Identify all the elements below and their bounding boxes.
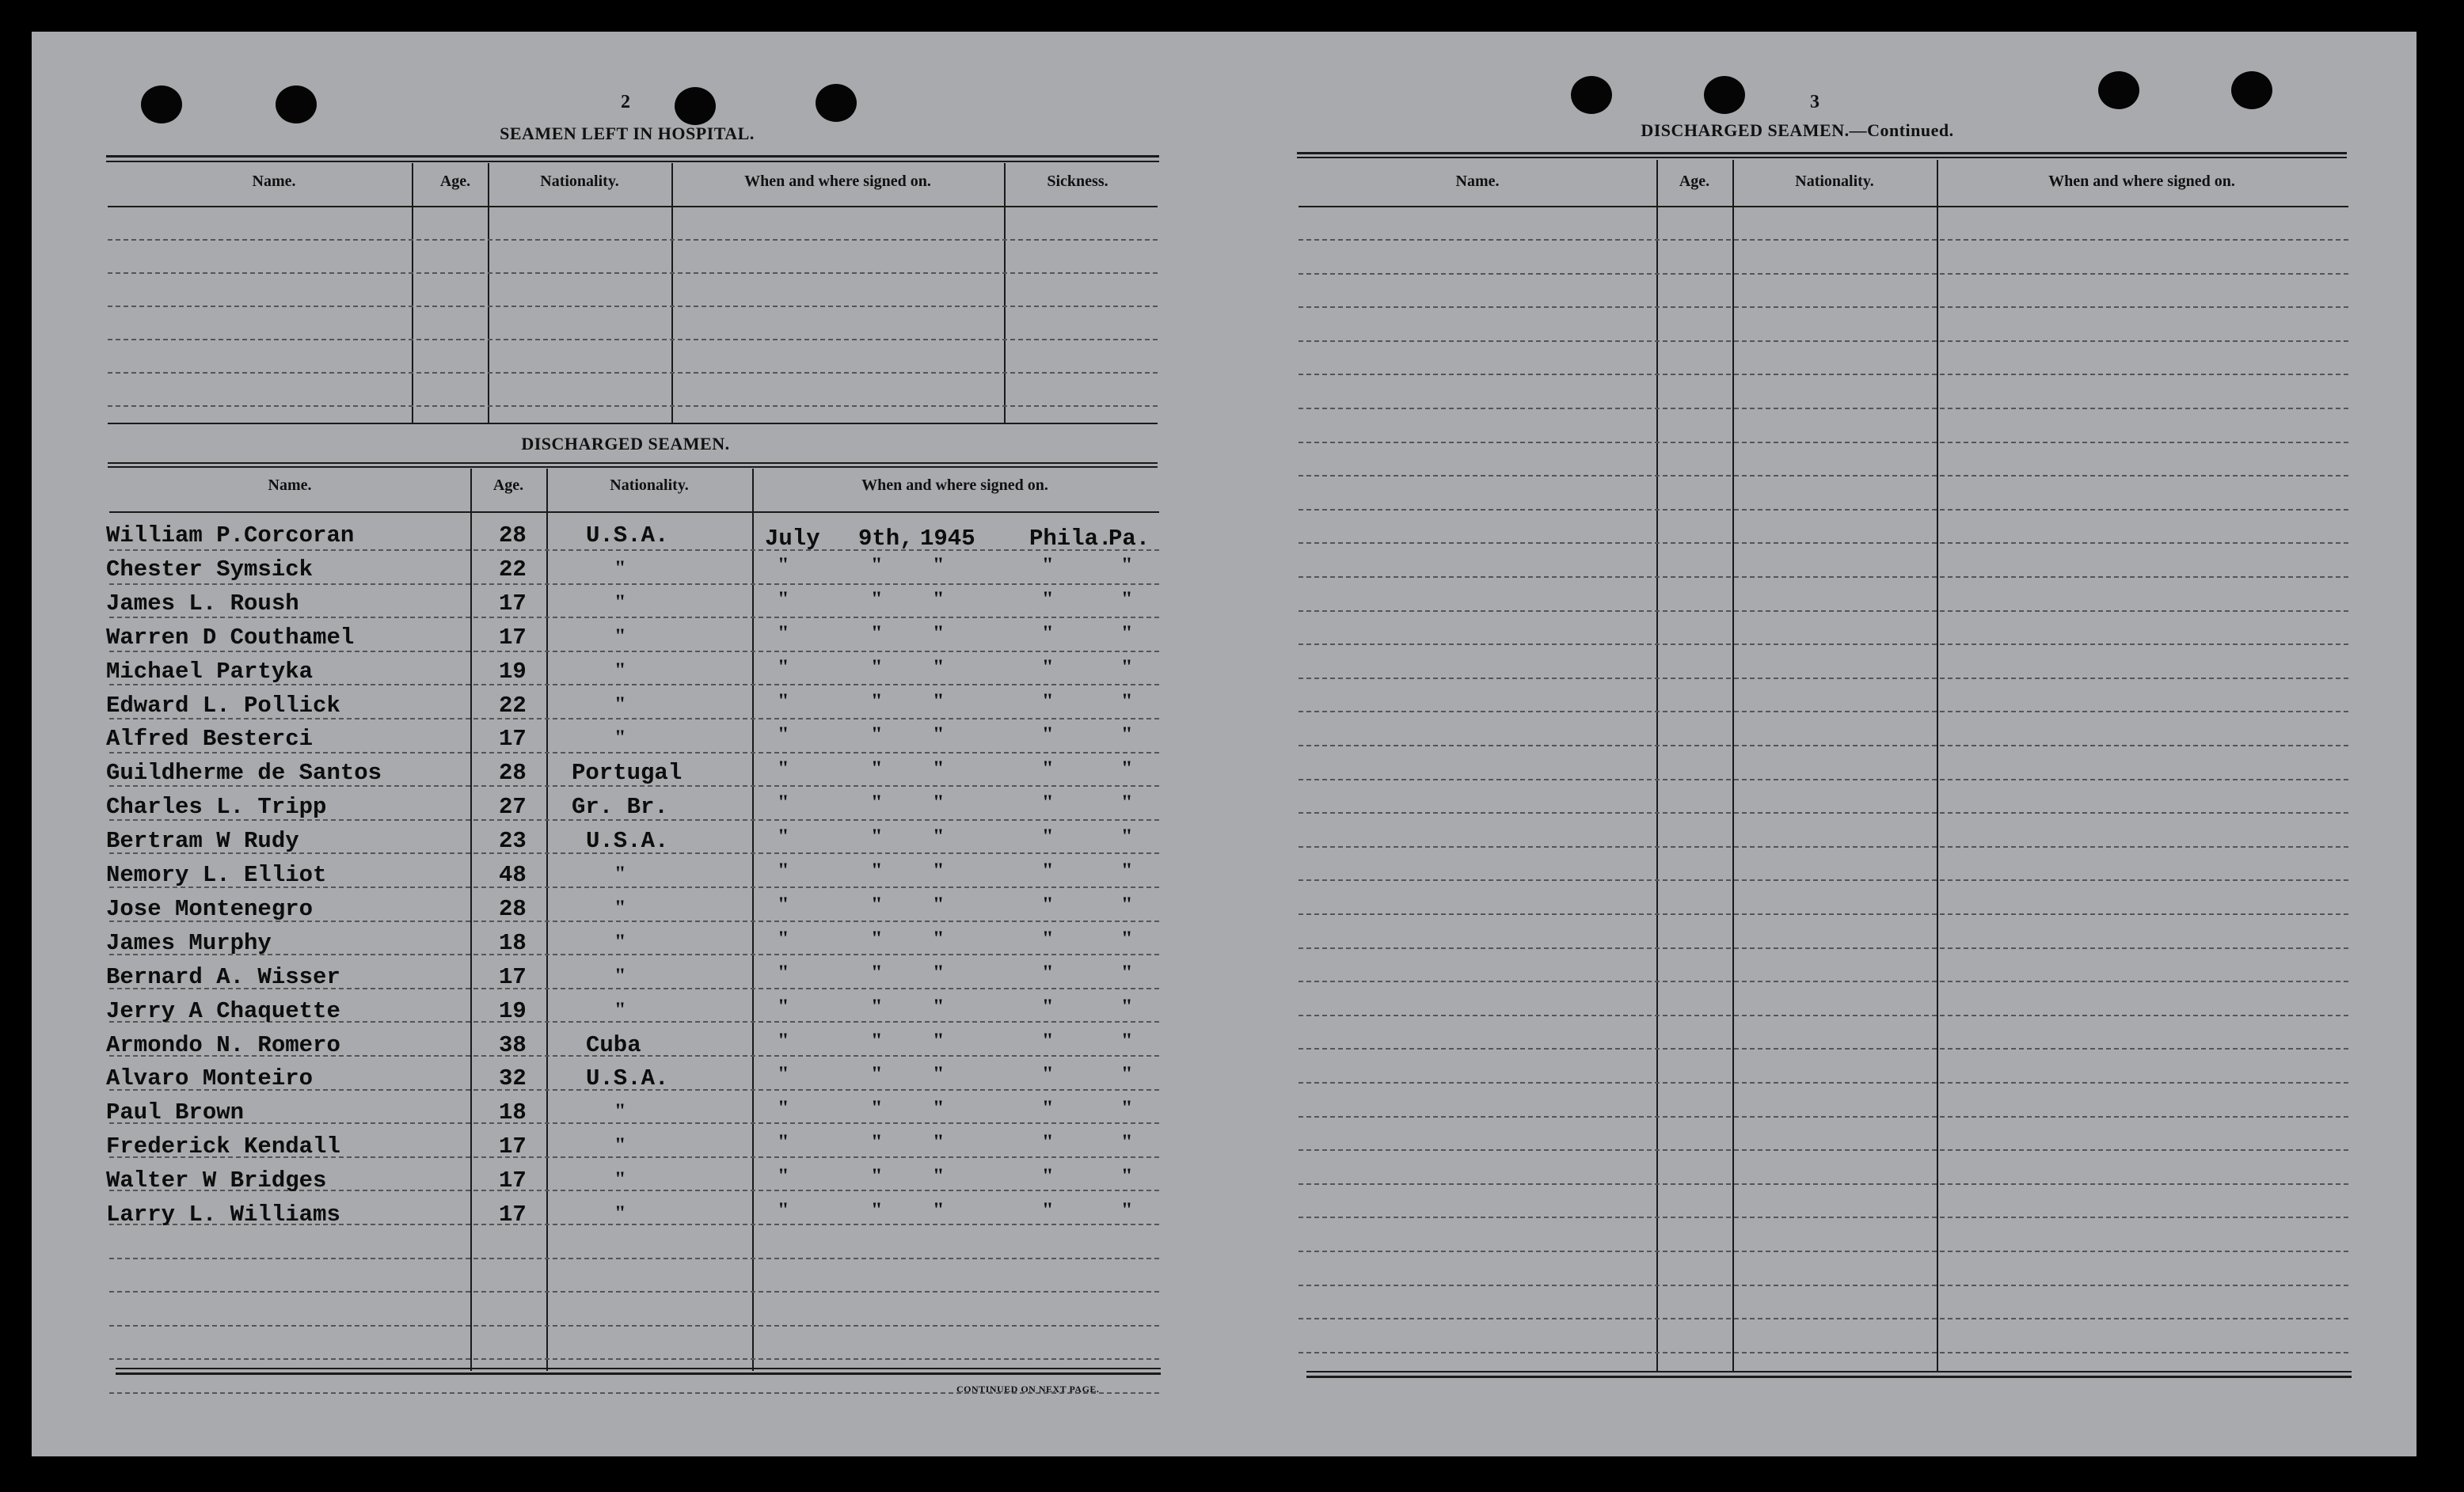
seaman-age: 28 <box>499 522 527 549</box>
signed-on-ditto: " <box>871 723 883 746</box>
signed-on-ditto: " <box>933 791 945 814</box>
signed-on-ditto: " <box>1121 655 1133 678</box>
seaman-name: James Murphy <box>106 929 272 956</box>
seaman-name: James L. Roush <box>106 590 299 617</box>
hospital-header-nationality: Nationality. <box>540 173 619 190</box>
signed-on-ditto: " <box>778 1062 789 1086</box>
signed-on-ditto: " <box>778 960 789 984</box>
seaman-nationality: " <box>614 997 626 1021</box>
signed-on-ditto: " <box>1042 1130 1054 1154</box>
ruled-row-line <box>1299 1015 2348 1016</box>
seaman-nationality: Portugal <box>572 760 683 787</box>
signed-on-ditto: " <box>1121 723 1133 746</box>
discharged-header-name: Name. <box>268 476 312 494</box>
signed-on-ditto: " <box>871 960 883 984</box>
ruled-row-line <box>109 1325 1159 1327</box>
signed-on-ditto: " <box>933 892 945 916</box>
seaman-age: 17 <box>499 1133 527 1160</box>
seaman-age: 32 <box>499 1065 527 1092</box>
signed-on-ditto: " <box>871 1130 883 1154</box>
signed-on-ditto: " <box>1042 859 1054 882</box>
ruled-row-line <box>108 339 1158 340</box>
ruled-row-line <box>1299 913 2348 915</box>
punch-hole <box>816 84 857 122</box>
seaman-name: Jose Montenegro <box>106 895 314 922</box>
signed-on-ditto: " <box>1121 994 1133 1018</box>
ruled-row-line <box>1299 947 2348 949</box>
discharged-section-title: DISCHARGED SEAMEN. <box>521 434 730 454</box>
seaman-age: 17 <box>499 624 527 651</box>
ruled-row-line <box>1299 610 2348 612</box>
seaman-age: 17 <box>499 1167 527 1194</box>
column-divider <box>488 163 489 423</box>
signed-on-ditto: " <box>871 926 883 950</box>
ruled-row-line <box>1299 509 2348 511</box>
signed-on-value: 9th, <box>858 526 914 552</box>
seaman-name: Jerry A Chaquette <box>106 997 340 1024</box>
signed-on-ditto: " <box>933 1130 945 1154</box>
signed-on-ditto: " <box>1042 1164 1054 1188</box>
signed-on-ditto: " <box>778 723 789 746</box>
signed-on-ditto: " <box>778 621 789 644</box>
seaman-age: 22 <box>499 692 527 719</box>
ruled-row-line <box>1299 273 2348 275</box>
signed-on-ditto: " <box>1042 552 1054 576</box>
punch-hole <box>1704 76 1745 114</box>
punch-hole <box>2231 71 2272 109</box>
ruled-row-line <box>1299 1183 2348 1185</box>
seaman-name: Guildherme de Santos <box>106 760 382 787</box>
signed-on-ditto: " <box>1121 552 1133 576</box>
seaman-name: Walter W Bridges <box>106 1167 327 1194</box>
signed-on-ditto: " <box>933 1062 945 1086</box>
signed-on-ditto: " <box>871 892 883 916</box>
signed-on-value: 1945 <box>920 526 975 552</box>
ruled-row-line <box>1299 1285 2348 1286</box>
ruled-row-line <box>1299 1116 2348 1118</box>
signed-on-ditto: " <box>1121 859 1133 882</box>
continued-header-nationality: Nationality. <box>1795 173 1874 190</box>
ruled-row-line <box>1299 678 2348 679</box>
signed-on-ditto: " <box>778 689 789 712</box>
ruled-row-line <box>1299 374 2348 375</box>
continued-header-signed-on: When and where signed on. <box>2048 173 2235 190</box>
signed-on-ditto: " <box>1042 1062 1054 1086</box>
signed-on-ditto: " <box>1121 587 1133 610</box>
ruled-row-line <box>108 405 1158 407</box>
ruled-row-line <box>108 239 1158 241</box>
signed-on-ditto: " <box>871 689 883 712</box>
signed-on-ditto: " <box>871 655 883 678</box>
seaman-nationality: " <box>614 929 626 953</box>
signed-on-ditto: " <box>778 552 789 576</box>
ledger-sheet <box>32 32 2416 1456</box>
signed-on-ditto: " <box>871 825 883 849</box>
ruled-row-line <box>1299 879 2348 881</box>
seaman-age: 19 <box>499 997 527 1024</box>
seaman-nationality: " <box>614 895 626 919</box>
signed-on-ditto: " <box>1121 960 1133 984</box>
ruled-row-line <box>108 306 1158 307</box>
signed-on-ditto: " <box>778 892 789 916</box>
signed-on-ditto: " <box>933 621 945 644</box>
signed-on-ditto: " <box>1121 1062 1133 1086</box>
seaman-name: Bertram W Rudy <box>106 828 299 855</box>
signed-on-ditto: " <box>778 1130 789 1154</box>
ruled-row-line <box>108 272 1158 274</box>
signed-on-ditto: " <box>933 1096 945 1120</box>
punch-hole <box>675 87 716 125</box>
ruled-row-line <box>109 651 1159 652</box>
signed-on-ditto: " <box>871 552 883 576</box>
seaman-name: Warren D Couthamel <box>106 624 355 651</box>
hospital-header-sickness: Sickness. <box>1047 173 1108 190</box>
ruled-row-line <box>1299 846 2348 848</box>
signed-on-ditto: " <box>1042 825 1054 849</box>
signed-on-ditto: " <box>933 1164 945 1188</box>
seaman-nationality: U.S.A. <box>586 1065 669 1092</box>
signed-on-ditto: " <box>871 1096 883 1120</box>
signed-on-ditto: " <box>1042 892 1054 916</box>
signed-on-ditto: " <box>1042 723 1054 746</box>
seaman-name: Charles L. Tripp <box>106 794 327 821</box>
seaman-name: Alfred Besterci <box>106 726 314 753</box>
signed-on-ditto: " <box>1042 655 1054 678</box>
signed-on-ditto: " <box>1042 926 1054 950</box>
signed-on-ditto: " <box>1121 1096 1133 1120</box>
signed-on-ditto: " <box>933 552 945 576</box>
punch-hole <box>2098 71 2139 109</box>
signed-on-ditto: " <box>1042 689 1054 712</box>
signed-on-ditto: " <box>1121 825 1133 849</box>
signed-on-ditto: " <box>871 1198 883 1221</box>
seaman-name: Frederick Kendall <box>106 1133 340 1160</box>
ruled-row-line <box>1299 1149 2348 1151</box>
signed-on-ditto: " <box>871 994 883 1018</box>
signed-on-ditto: " <box>933 859 945 882</box>
ruled-row-line <box>1299 306 2348 308</box>
ruled-row-line <box>1299 745 2348 746</box>
punch-hole <box>141 85 182 123</box>
ruled-row-line <box>109 1258 1159 1259</box>
ruled-row-line <box>109 1392 1159 1394</box>
ruled-row-line <box>1299 1251 2348 1252</box>
seaman-name: Edward L. Pollick <box>106 692 340 719</box>
seaman-nationality: " <box>614 726 626 750</box>
signed-on-ditto: " <box>778 791 789 814</box>
ruled-row-line <box>109 617 1159 618</box>
signed-on-ditto: " <box>1042 621 1054 644</box>
signed-on-ditto: " <box>871 621 883 644</box>
signed-on-ditto: " <box>1042 1096 1054 1120</box>
seaman-age: 28 <box>499 895 527 922</box>
column-divider <box>1004 163 1006 423</box>
signed-on-ditto: " <box>1121 689 1133 712</box>
ruled-row-line <box>109 1122 1159 1124</box>
continued-header-name: Name. <box>1455 173 1500 190</box>
signed-on-ditto: " <box>1042 757 1054 780</box>
signed-on-ditto: " <box>1121 892 1133 916</box>
signed-on-ditto: " <box>778 859 789 882</box>
ruled-row-line <box>109 1358 1159 1360</box>
ruled-row-line <box>1299 408 2348 409</box>
signed-on-ditto: " <box>1042 960 1054 984</box>
ruled-row-line <box>1299 340 2348 342</box>
seaman-name: Bernard A. Wisser <box>106 963 340 990</box>
signed-on-ditto: " <box>933 994 945 1018</box>
signed-on-ditto: " <box>1042 791 1054 814</box>
ruled-row-line <box>1299 576 2348 578</box>
ruled-row-line <box>109 1291 1159 1293</box>
signed-on-ditto: " <box>933 757 945 780</box>
signed-on-ditto: " <box>1121 757 1133 780</box>
signed-on-ditto: " <box>933 1028 945 1052</box>
signed-on-ditto: " <box>778 1028 789 1052</box>
seaman-nationality: " <box>614 556 626 579</box>
signed-on-ditto: " <box>871 1062 883 1086</box>
seaman-nationality: Gr. Br. <box>572 794 668 821</box>
ruled-row-line <box>1299 711 2348 712</box>
seaman-age: 22 <box>499 556 527 583</box>
ruled-row-line <box>1299 981 2348 982</box>
ruled-row-line <box>1299 475 2348 476</box>
seaman-age: 18 <box>499 1099 527 1126</box>
seaman-name: Michael Partyka <box>106 658 314 685</box>
signed-on-ditto: " <box>933 587 945 610</box>
ruled-row-line <box>1299 779 2348 780</box>
ruled-row-line <box>1299 1318 2348 1319</box>
seaman-age: 28 <box>499 760 527 787</box>
signed-on-ditto: " <box>933 1198 945 1221</box>
signed-on-ditto: " <box>1121 621 1133 644</box>
signed-on-ditto: " <box>1121 926 1133 950</box>
continued-header-age: Age. <box>1679 173 1710 190</box>
signed-on-ditto: " <box>1042 1198 1054 1221</box>
seaman-nationality: " <box>614 1099 626 1123</box>
seaman-age: 17 <box>499 726 527 753</box>
signed-on-ditto: " <box>1121 791 1133 814</box>
seaman-nationality: " <box>614 692 626 716</box>
seaman-age: 27 <box>499 794 527 821</box>
page-number-right: 3 <box>1810 92 1819 112</box>
discharged-header-nationality: Nationality. <box>610 476 689 494</box>
ruled-row-line <box>1299 1048 2348 1050</box>
ruled-row-line <box>1299 1352 2348 1353</box>
hospital-header-age: Age. <box>439 173 471 190</box>
signed-on-ditto: " <box>933 960 945 984</box>
seaman-nationality: U.S.A. <box>586 522 669 549</box>
seaman-name: Paul Brown <box>106 1099 245 1126</box>
signed-on-ditto: " <box>1121 1130 1133 1154</box>
signed-on-ditto: " <box>933 689 945 712</box>
signed-on-value: Phila. <box>1029 526 1112 552</box>
punch-hole <box>276 85 317 123</box>
seaman-name: Nemory L. Elliot <box>106 862 327 888</box>
signed-on-ditto: " <box>778 1096 789 1120</box>
signed-on-ditto: " <box>778 757 789 780</box>
column-divider <box>412 163 413 423</box>
hospital-header-signed-on: When and where signed on. <box>744 173 931 190</box>
hospital-header-name: Name. <box>252 173 296 190</box>
ruled-row-line <box>109 549 1159 551</box>
signed-on-ditto: " <box>871 757 883 780</box>
signed-on-ditto: " <box>871 791 883 814</box>
signed-on-ditto: " <box>933 655 945 678</box>
page-number-left: 2 <box>621 92 630 112</box>
signed-on-ditto: " <box>1121 1198 1133 1221</box>
discharged-header-signed-on: When and where signed on. <box>861 476 1048 494</box>
seaman-nationality: " <box>614 624 626 647</box>
discharged-header-age: Age. <box>492 476 524 494</box>
seaman-age: 19 <box>499 658 527 685</box>
signed-on-ditto: " <box>1121 1028 1133 1052</box>
signed-on-ditto: " <box>933 825 945 849</box>
ruled-row-line <box>1299 239 2348 241</box>
signed-on-ditto: " <box>778 926 789 950</box>
seaman-age: 23 <box>499 828 527 855</box>
signed-on-ditto: " <box>778 587 789 610</box>
ruled-row-line <box>109 583 1159 585</box>
signed-on-ditto: " <box>1121 1164 1133 1188</box>
signed-on-ditto: " <box>871 587 883 610</box>
signed-on-ditto: " <box>778 1164 789 1188</box>
seaman-nationality: U.S.A. <box>586 828 669 855</box>
signed-on-ditto: " <box>778 655 789 678</box>
seaman-name: Alvaro Monteiro <box>106 1065 314 1092</box>
signed-on-ditto: " <box>1042 587 1054 610</box>
continued-section-title: DISCHARGED SEAMEN.—Continued. <box>1641 120 1954 140</box>
seaman-age: 48 <box>499 862 527 888</box>
column-divider <box>671 163 673 423</box>
seaman-nationality: " <box>614 1133 626 1157</box>
signed-on-ditto: " <box>778 825 789 849</box>
hospital-section-title: SEAMEN LEFT IN HOSPITAL. <box>500 123 755 143</box>
signed-on-ditto: " <box>871 859 883 882</box>
continued-footer: CONTINUED ON NEXT PAGE. <box>956 1384 1100 1395</box>
seaman-age: 17 <box>499 963 527 990</box>
seaman-name: Larry L. Williams <box>106 1202 340 1228</box>
seaman-nationality: " <box>614 590 626 613</box>
seaman-name: William P.Corcoran <box>106 522 355 549</box>
ruled-row-line <box>1299 542 2348 544</box>
seaman-name: Armondo N. Romero <box>106 1031 340 1058</box>
ruled-row-line <box>1299 1217 2348 1218</box>
seaman-nationality: " <box>614 862 626 885</box>
signed-on-value: July <box>765 526 820 552</box>
signed-on-ditto: " <box>1042 1028 1054 1052</box>
signed-on-ditto: " <box>871 1028 883 1052</box>
signed-on-ditto: " <box>933 723 945 746</box>
punch-hole <box>1571 76 1612 114</box>
seaman-age: 17 <box>499 590 527 617</box>
seaman-nationality: " <box>614 963 626 987</box>
seaman-nationality: Cuba <box>586 1031 641 1058</box>
signed-on-ditto: " <box>871 1164 883 1188</box>
ruled-row-line <box>1299 812 2348 814</box>
seaman-nationality: " <box>614 1202 626 1224</box>
signed-on-ditto: " <box>1042 994 1054 1018</box>
seaman-age: 38 <box>499 1031 527 1058</box>
seaman-name: Chester Symsick <box>106 556 314 583</box>
seaman-age: 18 <box>499 929 527 956</box>
ruled-row-line <box>1299 643 2348 645</box>
ruled-row-line <box>108 372 1158 374</box>
seaman-nationality: " <box>614 658 626 681</box>
signed-on-ditto: " <box>778 994 789 1018</box>
ruled-row-line <box>1299 442 2348 443</box>
signed-on-value: Pa. <box>1108 526 1150 552</box>
seaman-age: 17 <box>499 1202 527 1228</box>
ruled-row-line <box>109 684 1159 685</box>
seaman-nationality: " <box>614 1167 626 1191</box>
ruled-row-line <box>1299 1082 2348 1084</box>
signed-on-ditto: " <box>778 1198 789 1221</box>
signed-on-ditto: " <box>933 926 945 950</box>
